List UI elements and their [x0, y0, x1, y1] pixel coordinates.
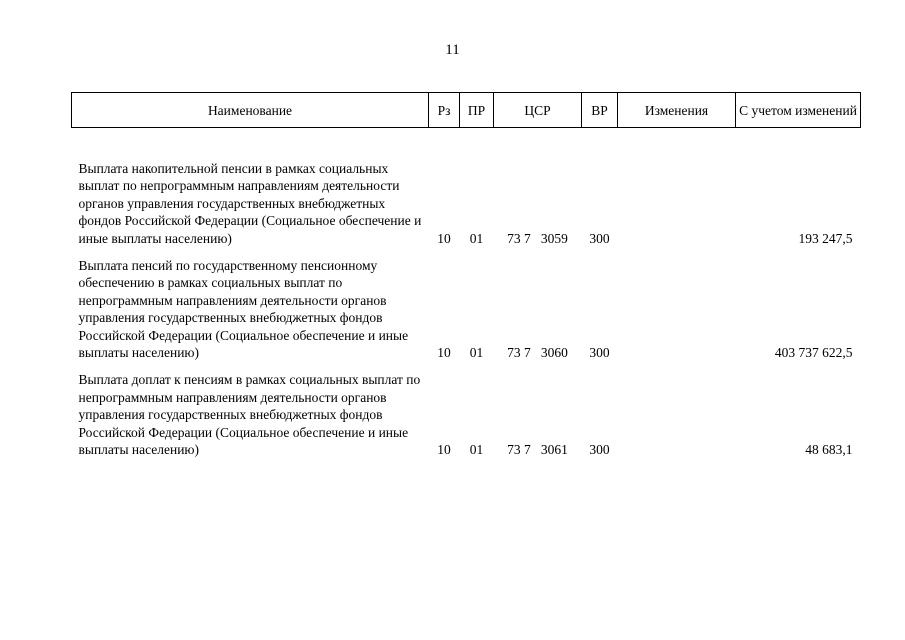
page-number: 11 — [445, 42, 460, 58]
row-changes — [618, 160, 736, 257]
row-pr: 01 — [469, 230, 484, 246]
header-vr: ВР — [582, 93, 618, 128]
row-name: Выплата пенсий по государственному пенсионному обеспечению в рамках социальных выплат по непрограммным направлениям деятельности органов управления государственных внебюджетных фондов Российской Федерации (Социальное обеспечение и иные выплаты населению) — [78, 258, 409, 361]
row-csr-program: 73 7 — [507, 442, 531, 458]
table-row — [72, 160, 861, 257]
header-rz: Рз — [429, 93, 460, 128]
row-rz: 10 — [437, 345, 451, 361]
row-changes — [618, 257, 736, 371]
table-row — [72, 371, 861, 458]
header-pr: ПР — [460, 93, 494, 128]
header-name: Наименование — [72, 93, 429, 128]
row-vr: 300 — [589, 230, 610, 246]
row-name: Выплата доплат к пенсиям в рамках социальных выплат по непрограммным направлениям деятельности органов управления государственных внебюджетных фондов Российской Федерации (Социальное обеспечение и иные выплаты населению) — [78, 372, 421, 458]
row-with-changes: 403 737 622,5 — [774, 345, 853, 361]
table-header-row — [72, 93, 861, 128]
row-csr-program: 73 7 — [507, 230, 531, 246]
row-csr — [494, 257, 582, 371]
row-pr: 01 — [469, 345, 484, 361]
row-csr-program: 73 7 — [507, 345, 531, 361]
header-with-changes: С учетом изменений — [736, 93, 861, 128]
row-vr: 300 — [589, 442, 610, 458]
row-with-changes: 48 683,1 — [805, 442, 853, 458]
table-spacer — [72, 128, 861, 161]
row-rz: 10 — [437, 442, 451, 458]
row-name: Выплата накопительной пенсии в рамках социальных выплат по непрограммным направлениям деятельности органов управления государственных внебюджетных фондов Российской Федерации (Социальное обеспечение и иные выплаты населению) — [78, 161, 422, 246]
row-csr — [494, 160, 582, 257]
row-csr-code: 3059 — [540, 230, 568, 246]
row-changes — [618, 371, 736, 458]
row-pr: 01 — [469, 442, 484, 458]
row-csr — [494, 371, 582, 458]
row-vr: 300 — [589, 345, 610, 361]
header-csr: ЦСР — [494, 93, 582, 128]
header-changes: Изменения — [618, 93, 736, 128]
table-row — [72, 257, 861, 371]
row-csr-code: 3060 — [540, 345, 568, 361]
row-csr-code: 3061 — [540, 442, 568, 458]
row-rz: 10 — [437, 230, 451, 246]
row-with-changes: 193 247,5 — [798, 230, 853, 246]
budget-table — [71, 92, 861, 459]
